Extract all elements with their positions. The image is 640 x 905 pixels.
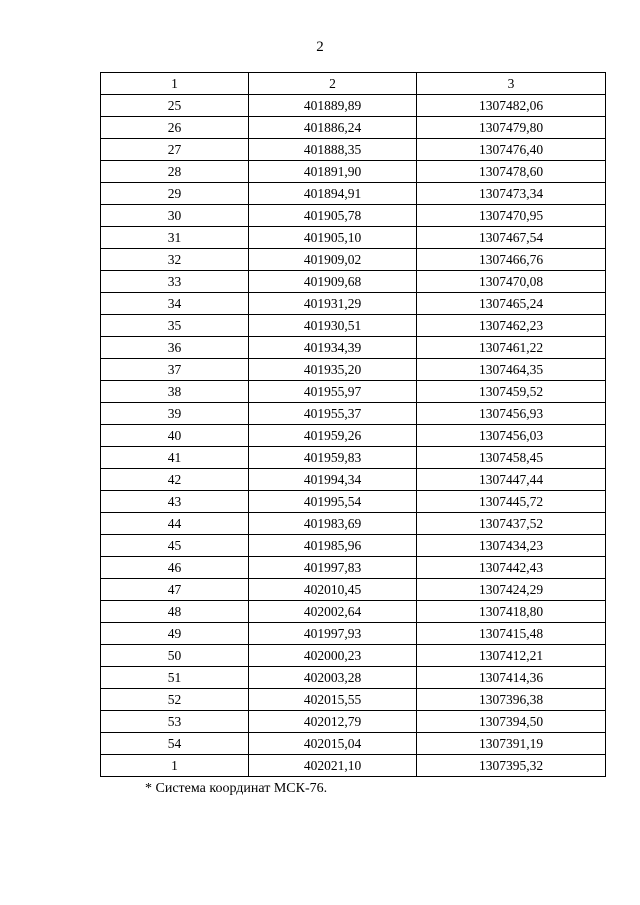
y-coordinate-cell: 1307462,23 [417,315,606,337]
point-number-cell: 53 [101,711,249,733]
x-coordinate-cell: 401994,34 [249,469,417,491]
point-number-cell: 33 [101,271,249,293]
table-row [101,161,606,183]
table-row [101,359,606,381]
point-number-cell: 30 [101,205,249,227]
y-coordinate-cell: 1307437,52 [417,513,606,535]
y-coordinate-cell: 1307476,40 [417,139,606,161]
table-row [101,601,606,623]
point-number-cell: 44 [101,513,249,535]
x-coordinate-cell: 401930,51 [249,315,417,337]
table-row [101,293,606,315]
point-number-cell: 1 [101,755,249,777]
x-coordinate-cell: 401891,90 [249,161,417,183]
y-coordinate-cell: 1307479,80 [417,117,606,139]
table-row [101,755,606,777]
footnote: * Система координат МСК-76. [145,781,328,796]
y-coordinate-cell: 1307394,50 [417,711,606,733]
y-coordinate-cell: 1307418,80 [417,601,606,623]
x-coordinate-cell: 402010,45 [249,579,417,601]
x-coordinate-cell: 401935,20 [249,359,417,381]
x-coordinate-cell: 401889,89 [249,95,417,117]
coordinates-table [100,72,606,777]
y-coordinate-cell: 1307459,52 [417,381,606,403]
x-coordinate-cell: 401894,91 [249,183,417,205]
point-number-cell: 52 [101,689,249,711]
table-row [101,271,606,293]
x-coordinate-cell: 402012,79 [249,711,417,733]
table-row [101,667,606,689]
y-coordinate-cell: 1307464,35 [417,359,606,381]
x-coordinate-cell: 401909,68 [249,271,417,293]
y-coordinate-cell: 1307434,23 [417,535,606,557]
table-row [101,447,606,469]
table-row [101,579,606,601]
x-coordinate-cell: 401985,96 [249,535,417,557]
y-coordinate-cell: 1307456,03 [417,425,606,447]
point-number-cell: 39 [101,403,249,425]
point-number-cell: 31 [101,227,249,249]
y-coordinate-cell: 1307461,22 [417,337,606,359]
x-coordinate-cell: 401909,02 [249,249,417,271]
y-coordinate-cell: 1307415,48 [417,623,606,645]
x-coordinate-cell: 402021,10 [249,755,417,777]
table-row [101,425,606,447]
y-coordinate-cell: 1307465,24 [417,293,606,315]
y-coordinate-cell: 1307424,29 [417,579,606,601]
table-row [101,645,606,667]
header-col-2: 2 [249,73,417,95]
x-coordinate-cell: 401983,69 [249,513,417,535]
table-header [101,73,606,95]
table-row [101,623,606,645]
y-coordinate-cell: 1307396,38 [417,689,606,711]
table-row [101,469,606,491]
x-coordinate-cell: 401931,29 [249,293,417,315]
x-coordinate-cell: 401934,39 [249,337,417,359]
table-row [101,183,606,205]
table-body [101,95,606,777]
x-coordinate-cell: 401888,35 [249,139,417,161]
x-coordinate-cell: 402000,23 [249,645,417,667]
y-coordinate-cell: 1307395,32 [417,755,606,777]
point-number-cell: 35 [101,315,249,337]
y-coordinate-cell: 1307447,44 [417,469,606,491]
point-number-cell: 43 [101,491,249,513]
table-row [101,139,606,161]
point-number-cell: 36 [101,337,249,359]
y-coordinate-cell: 1307458,45 [417,447,606,469]
page-number: 2 [316,39,324,55]
table-row [101,403,606,425]
x-coordinate-cell: 401886,24 [249,117,417,139]
y-coordinate-cell: 1307391,19 [417,733,606,755]
x-coordinate-cell: 401997,83 [249,557,417,579]
point-number-cell: 47 [101,579,249,601]
table-row [101,711,606,733]
point-number-cell: 37 [101,359,249,381]
point-number-cell: 51 [101,667,249,689]
point-number-cell: 41 [101,447,249,469]
table-row [101,557,606,579]
table-row [101,381,606,403]
x-coordinate-cell: 402002,64 [249,601,417,623]
point-number-cell: 28 [101,161,249,183]
table-row [101,315,606,337]
y-coordinate-cell: 1307456,93 [417,403,606,425]
x-coordinate-cell: 401955,37 [249,403,417,425]
point-number-cell: 29 [101,183,249,205]
y-coordinate-cell: 1307478,60 [417,161,606,183]
point-number-cell: 46 [101,557,249,579]
point-number-cell: 38 [101,381,249,403]
x-coordinate-cell: 401959,26 [249,425,417,447]
y-coordinate-cell: 1307442,43 [417,557,606,579]
y-coordinate-cell: 1307445,72 [417,491,606,513]
y-coordinate-cell: 1307467,54 [417,227,606,249]
table-row [101,689,606,711]
point-number-cell: 50 [101,645,249,667]
y-coordinate-cell: 1307470,08 [417,271,606,293]
x-coordinate-cell: 401905,10 [249,227,417,249]
table-row [101,513,606,535]
point-number-cell: 54 [101,733,249,755]
table-row [101,491,606,513]
y-coordinate-cell: 1307473,34 [417,183,606,205]
y-coordinate-cell: 1307412,21 [417,645,606,667]
y-coordinate-cell: 1307482,06 [417,95,606,117]
header-col-3: 3 [417,73,606,95]
header-col-1: 1 [101,73,249,95]
table-row [101,249,606,271]
table-row [101,205,606,227]
header-row [101,73,606,95]
table-row [101,535,606,557]
point-number-cell: 45 [101,535,249,557]
x-coordinate-cell: 401955,97 [249,381,417,403]
x-coordinate-cell: 401995,54 [249,491,417,513]
point-number-cell: 48 [101,601,249,623]
x-coordinate-cell: 401905,78 [249,205,417,227]
x-coordinate-cell: 401997,93 [249,623,417,645]
table-row [101,95,606,117]
point-number-cell: 40 [101,425,249,447]
x-coordinate-cell: 402015,04 [249,733,417,755]
point-number-cell: 26 [101,117,249,139]
point-number-cell: 27 [101,139,249,161]
x-coordinate-cell: 401959,83 [249,447,417,469]
table-row [101,337,606,359]
point-number-cell: 49 [101,623,249,645]
x-coordinate-cell: 402003,28 [249,667,417,689]
point-number-cell: 25 [101,95,249,117]
x-coordinate-cell: 402015,55 [249,689,417,711]
point-number-cell: 32 [101,249,249,271]
table-row [101,117,606,139]
point-number-cell: 42 [101,469,249,491]
table-row [101,227,606,249]
y-coordinate-cell: 1307470,95 [417,205,606,227]
point-number-cell: 34 [101,293,249,315]
table-row [101,733,606,755]
y-coordinate-cell: 1307466,76 [417,249,606,271]
y-coordinate-cell: 1307414,36 [417,667,606,689]
